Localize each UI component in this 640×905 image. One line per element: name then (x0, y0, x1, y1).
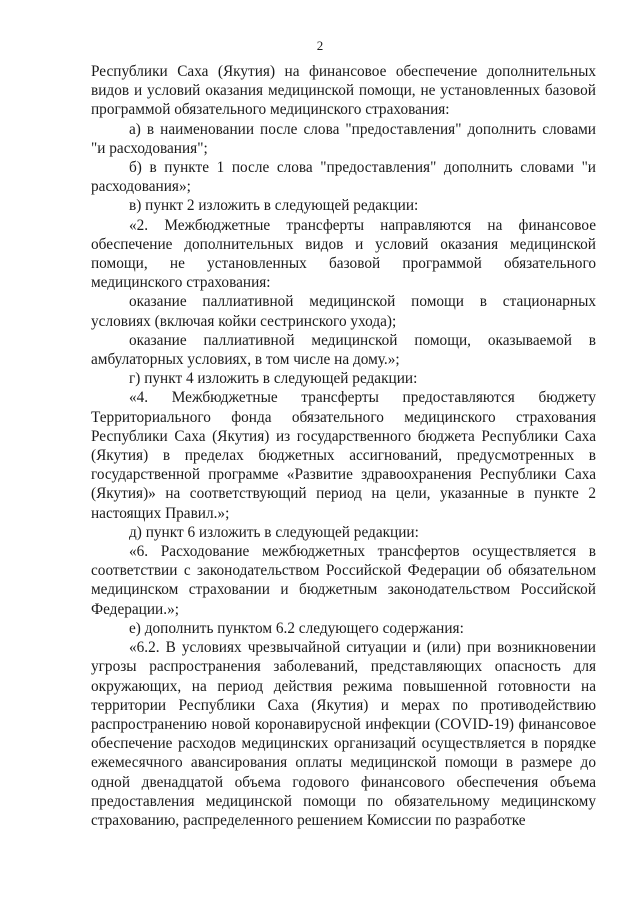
page-number: 2 (316, 38, 324, 53)
paragraph: оказание паллиативной медицинской помощи в стационарных условиях (включая койки сестринского ухода); (91, 293, 596, 330)
paragraph: г) пункт 4 изложить в следующей редакции: (129, 370, 418, 388)
paragraph: «2. Межбюджетные трансферты направляются на финансовое обеспечение дополнительных видов и условий оказания медицинской помощи, не установленных базовой программой обязательного медицинского страхования: (91, 216, 596, 292)
paragraph: а) в наименовании после слова "предоставления" дополнить словами "и расходования"; (91, 120, 596, 157)
paragraph: «6.2. В условиях чрезвычайной ситуации и (или) при возникновении угрозы распространения заболеваний, представляющих опасность для окружающих, на период действия режима повышенной готовности на территории Республики Саха (Якутия) и мерах по противодействию распространению новой коронавирусной инфекции (COVID-19) финансовое обеспечение расходов медицинских организаций осуществляется в порядке ежемесячного авансирования оплаты медицинской помощи в размере до одной двенадцатой объема годового финансового обеспечения объема предоставления медицинской помощи по обязательному медицинскому страхованию, распределенного решением Комиссии по разработке (91, 639, 596, 829)
paragraph: е) дополнить пунктом 6.2 следующего содержания: (129, 619, 464, 637)
paragraph: Республики Саха (Якутия) на финансовое обеспечение дополнительных видов и условий оказания медицинской помощи, не установленных базовой программой обязательного медицинского страхования: (91, 63, 596, 119)
paragraph: оказание паллиативной медицинской помощи, оказываемой в амбулаторных условиях, в том числе на дому.»; (91, 331, 596, 369)
paragraph: б) в пункте 1 после слова "предоставления" дополнить словами "и расходования»; (91, 159, 596, 196)
document-body (91, 62, 596, 830)
paragraph: «4. Межбюджетные трансферты предоставляются бюджету Территориального фонда обязательного медицинского страхования Республики Саха (Якутия) из государственного бюджета Республики Саха (Якутия) в пределах бюджетных ассигнований, предусмотренных в государственной программе «Развитие здравоохранения Республики Саха (Якутия)» на соответствующий период на цели, указанные в пункте 2 настоящих Правил.»; (91, 389, 596, 522)
paragraph: д) пункт 6 изложить в следующей редакции: (129, 523, 419, 541)
paragraph: в) пункт 2 изложить в следующей редакции: (129, 197, 419, 215)
paragraph: «6. Расходование межбюджетных трансфертов осуществляется в соответствии с законодательством Российской Федерации об обязательном медицинском страховании и бюджетным законодательством Российской Федерации.»; (91, 543, 596, 618)
